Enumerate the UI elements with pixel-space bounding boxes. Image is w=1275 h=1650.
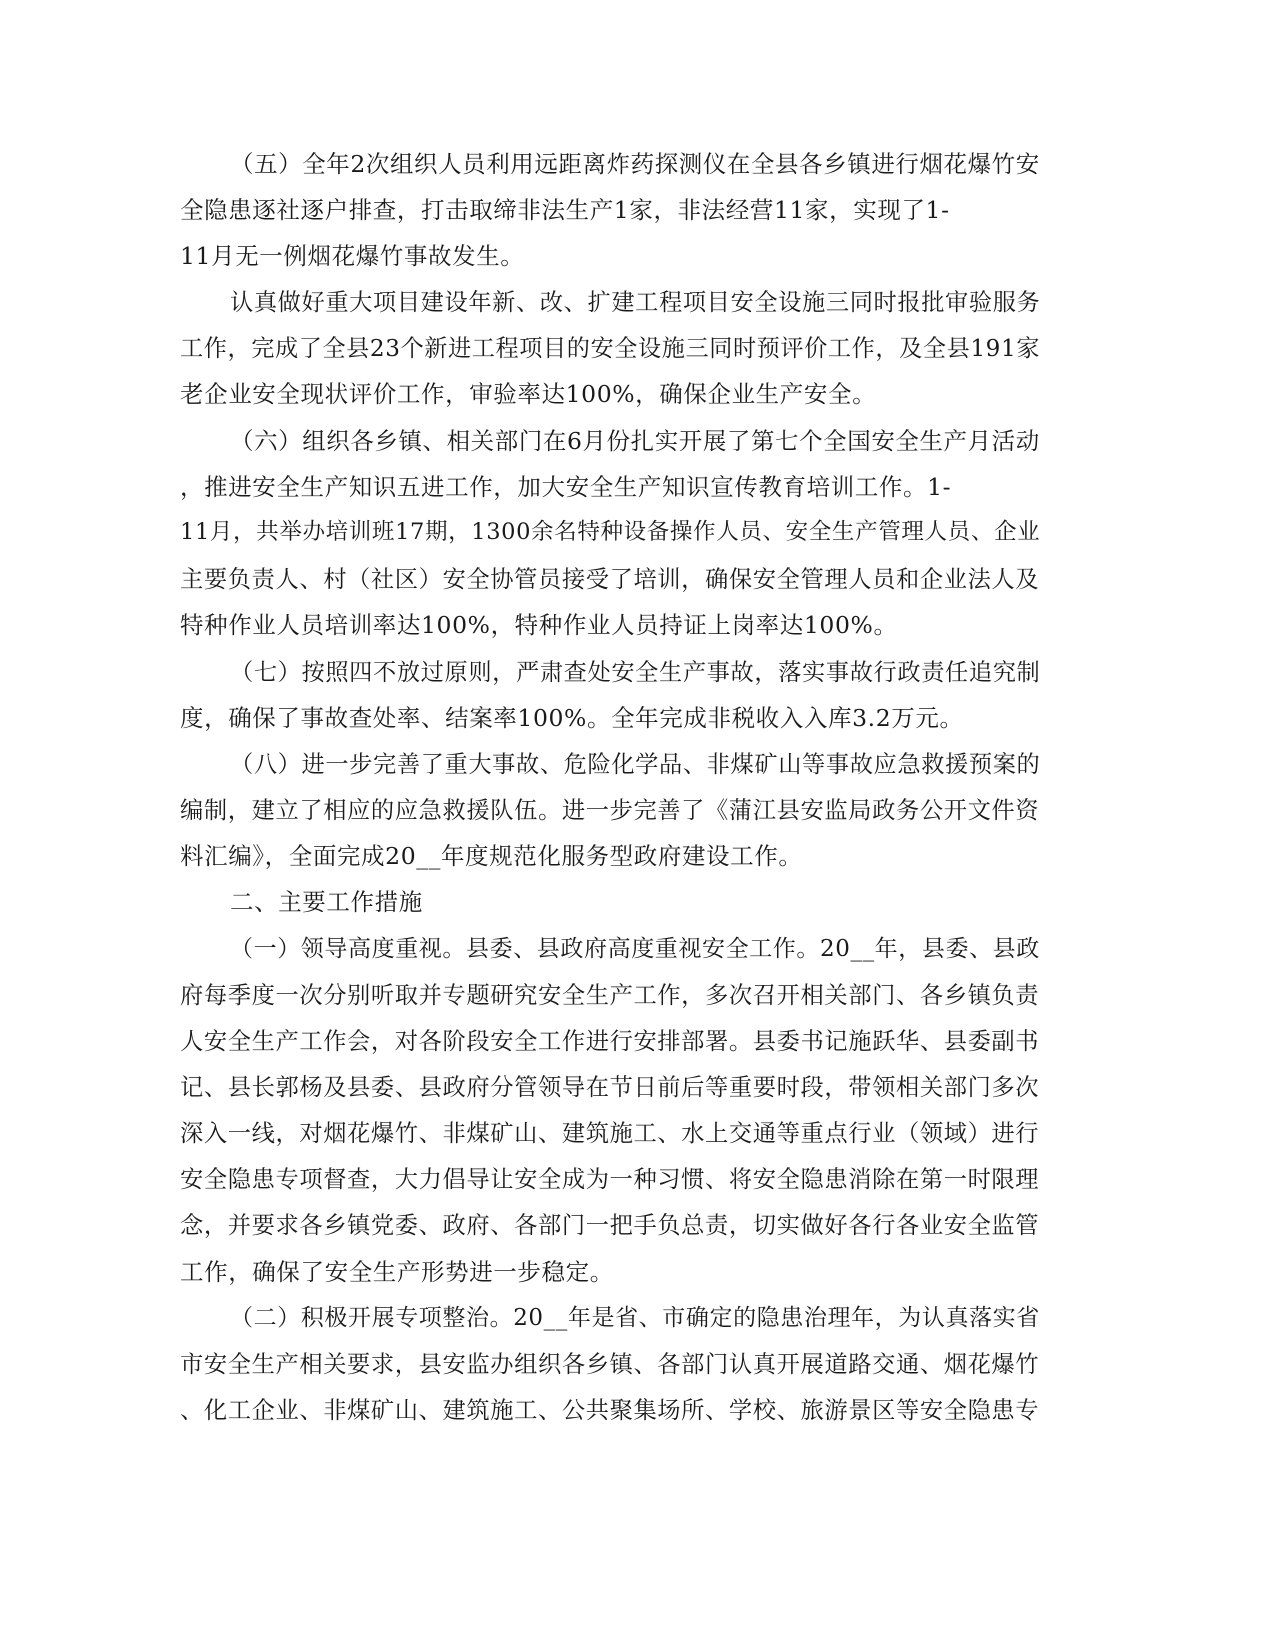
paragraph-line: 安全隐患专项督查，大力倡导让安全成为一种习惯、将安全隐患消除在第一时限理 — [180, 1166, 1040, 1193]
paragraph-line: （一）领导高度重视。县委、县政府高度重视安全工作。20__年，县委、县政 — [230, 936, 1040, 962]
paragraph-line: 工作，完成了全县23个新进工程项目的安全设施三同时预评价工作，及全县191家 — [180, 336, 1041, 362]
paragraph-line: （八）进一步完善了重大事故、危险化学品、非煤矿山等事故应急救援预案的 — [230, 751, 1041, 778]
paragraph-line: 工作，确保了安全生产形势进一步稳定。 — [180, 1258, 614, 1286]
paragraph-line: 主要负责人、村（社区）安全协管员接受了培训，确保安全管理人员和企业法人及 — [180, 566, 1040, 593]
paragraph-line: 认真做好重大项目建设年新、改、扩建工程项目安全设施三同时报批审验服务 — [230, 289, 1041, 316]
paragraph-line: （七）按照四不放过原则，严肃查处安全生产事故，落实事故行政责任追究制 — [230, 659, 1041, 686]
paragraph-line: 人安全生产工作会，对各阶段安全工作进行安排部署。县委书记施跃华、县委副书 — [180, 1028, 1040, 1055]
paragraph-line: （二）积极开展专项整治。20__年是省、市确定的隐患治理年，为认真落实省 — [230, 1305, 1040, 1331]
paragraph-line: 念，并要求各乡镇党委、政府、各部门一把手负总责，切实做好各行各业安全监管 — [180, 1212, 1040, 1239]
paragraph-line: 深入一线，对烟花爆竹、非煤矿山、建筑施工、水上交通等重点行业（领域）进行 — [180, 1120, 1040, 1147]
paragraph-line: 料汇编》，全面完成20__年度规范化服务型政府建设工作。 — [180, 842, 803, 870]
paragraph-line: 特种作业人员培训率达100%，特种作业人员持证上岗率达100%。 — [180, 611, 898, 639]
paragraph-line: 11月，共举办培训班17期，1300余名特种设备操作人员、安全生产管理人员、企业 — [180, 519, 1041, 545]
paragraph-line: （六）组织各乡镇、相关部门在6月份扎实开展了第七个全国安全生产月活动 — [230, 427, 1040, 455]
paragraph-line: 度，确保了事故查处率、结案率100%。全年完成非税收入入库3.2万元。 — [180, 704, 964, 732]
paragraph-line: 编制，建立了相应的应急救援队伍。进一步完善了《蒲江县安监局政务公开文件资 — [180, 797, 1040, 824]
paragraph-line: 、化工企业、非煤矿山、建筑施工、公共聚集场所、学校、旅游景区等安全隐患专 — [180, 1397, 1040, 1424]
section-heading: 二、主要工作措施 — [230, 888, 423, 916]
paragraph-line: 全隐患逐社逐户排查，打击取缔非法生产1家，非法经营11家，实现了1- — [180, 196, 950, 224]
paragraph-line: ，推进安全生产知识五进工作，加大安全生产知识宣传教育培训工作。1- — [180, 473, 952, 501]
paragraph-line: 市安全生产相关要求，县安监办组织各乡镇、各部门认真开展道路交通、烟花爆竹 — [180, 1351, 1040, 1378]
paragraph-line: 记、县长郭杨及县委、县政府分管领导在节日前后等重要时段，带领相关部门多次 — [180, 1074, 1040, 1101]
paragraph-line: 老企业安全现状评价工作，审验率达100%，确保企业生产安全。 — [180, 380, 877, 408]
paragraph-line: （五）全年2次组织人员利用远距离炸药探测仪在全县各乡镇进行烟花爆竹安 — [230, 150, 1040, 178]
paragraph-line: 11月无一例烟花爆竹事故发生。 — [180, 242, 525, 270]
paragraph-line: 府每季度一次分别听取并专题研究安全生产工作，多次召开相关部门、各乡镇负责 — [180, 982, 1040, 1009]
